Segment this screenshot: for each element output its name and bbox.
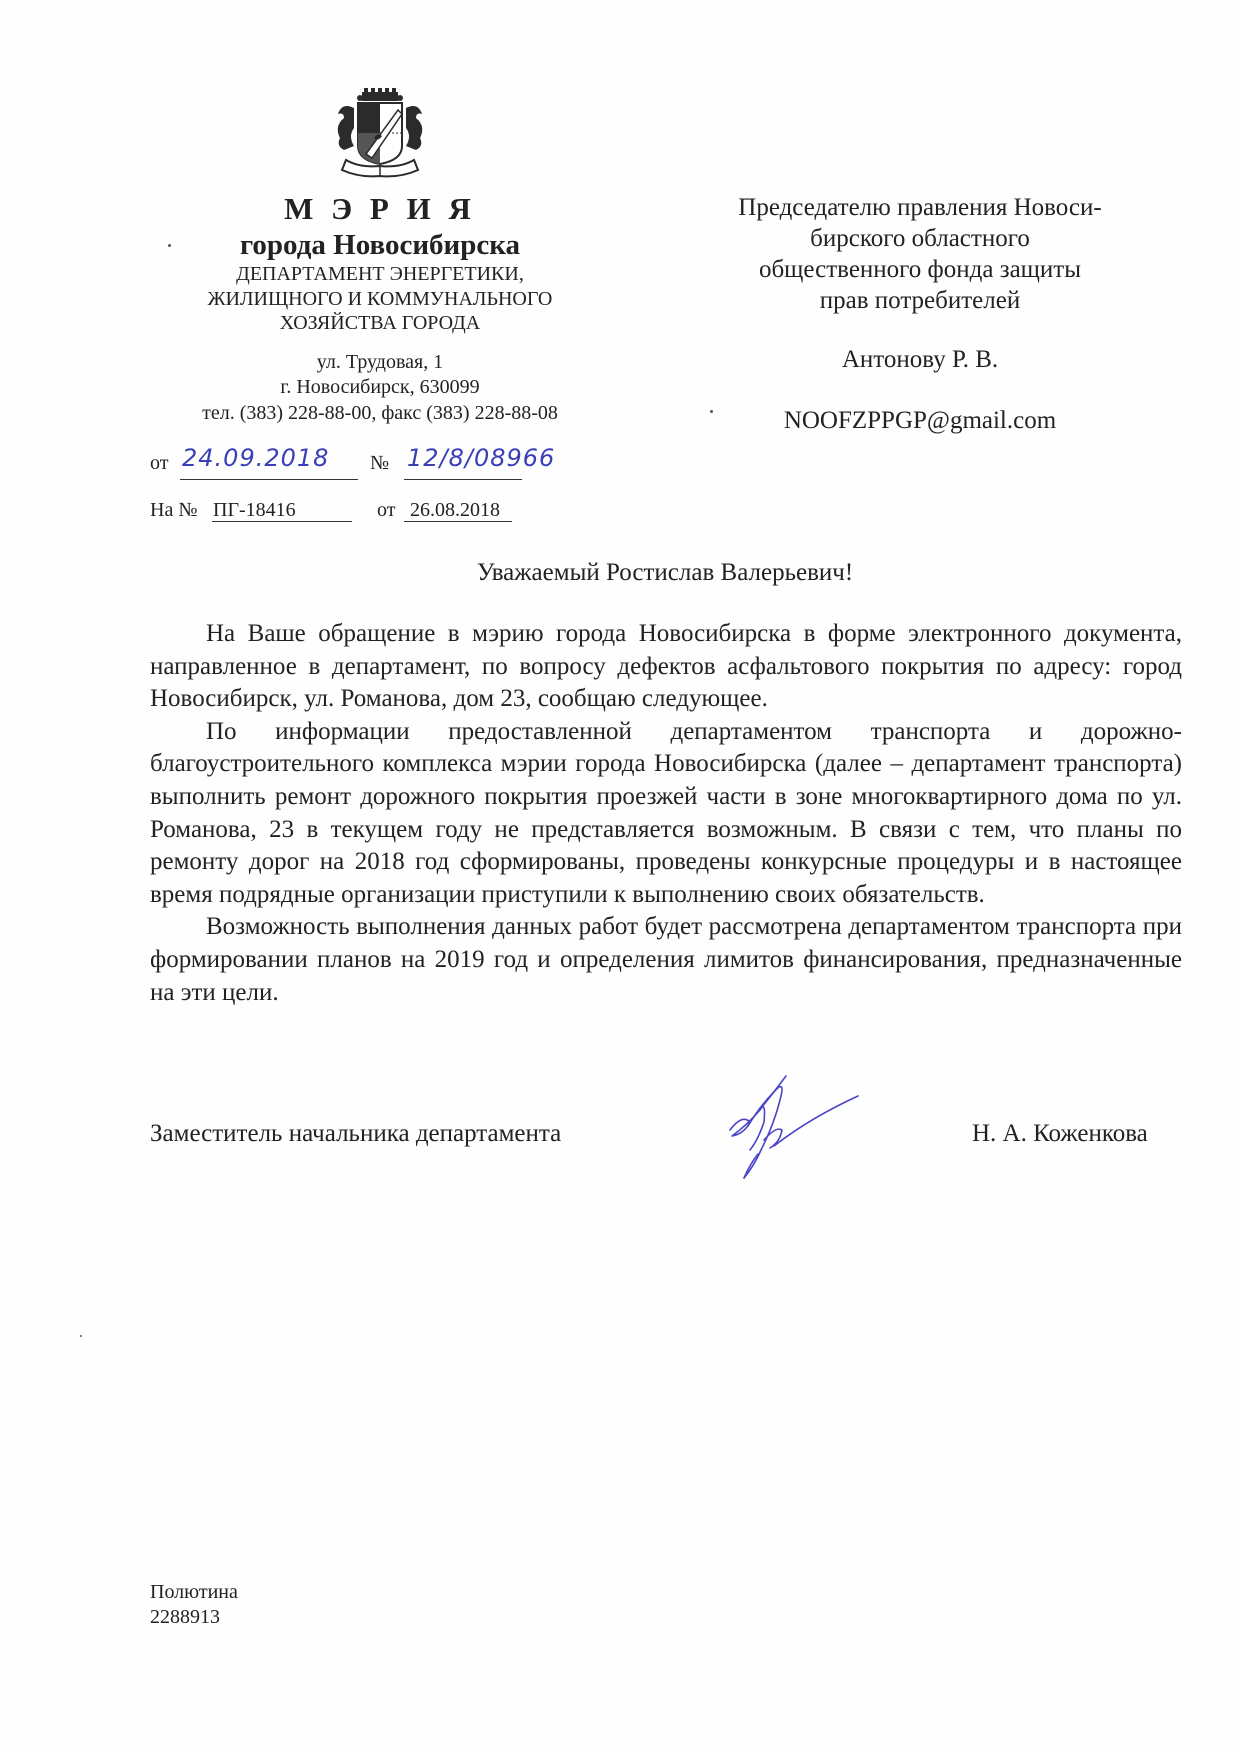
address-phone-fax: тел. (383) 228-88-00, факс (383) 228-88-08 xyxy=(202,401,558,424)
department-line: ХОЗЯЙСТВА ГОРОДА xyxy=(279,312,481,334)
reply-to-date-underline xyxy=(404,521,512,522)
outgoing-date-value: 24.09.2018 xyxy=(182,444,330,472)
reply-to-label: На № xyxy=(150,499,198,521)
outgoing-number-label: № xyxy=(370,452,390,474)
outgoing-date-label: от xyxy=(150,452,169,474)
outgoing-number-value: 12/8/08966 xyxy=(407,444,556,472)
recipient-name: Антонову Р. В. xyxy=(841,346,999,373)
scan-speck xyxy=(168,244,171,247)
address-street: ул. Трудовая, 1 xyxy=(316,350,444,373)
reply-to-date-label: от xyxy=(377,499,396,521)
address-city: г. Новосибирск, 630099 xyxy=(280,376,480,398)
recipient-email: NOOFZPPGP@gmail.com xyxy=(783,407,1057,434)
executor-name: Полютина xyxy=(150,1581,238,1603)
outgoing-date-underline xyxy=(180,479,358,480)
recipient-line: Председателю правления Новоси- xyxy=(738,194,1102,221)
department-line: ДЕПАРТАМЕНТ ЭНЕРГЕТИКИ, xyxy=(236,263,524,285)
recipient-line: бирского областного xyxy=(810,225,1030,252)
letterhead-title: М Э Р И Я xyxy=(284,191,476,226)
recipient-block xyxy=(690,192,1150,436)
reply-to-date: 26.08.2018 xyxy=(410,499,500,521)
handwritten-signature-icon xyxy=(720,1070,860,1185)
letter-body xyxy=(150,618,1182,1009)
signatory-name: Н. А. Коженкова xyxy=(972,1120,1148,1147)
coat-of-arms-icon xyxy=(320,88,440,184)
body-paragraph: Возможность выполнения данных работ будет рассмотрена департаментом транспорта при формировании планов на 2019 год и определения лимитов финансирования, предназначенные на эти цели. xyxy=(150,913,1182,1006)
letterhead-city: города Новосибирска xyxy=(239,229,521,261)
executor-phone: 2288913 xyxy=(150,1606,220,1628)
scan-speck xyxy=(710,410,713,413)
scan-speck xyxy=(80,1335,82,1337)
letter-greeting: Уважаемый Ростислав Валерьевич! xyxy=(476,559,854,586)
recipient-line: общественного фонда защиты xyxy=(758,256,1082,283)
executor-block xyxy=(150,1580,238,1630)
letterhead xyxy=(150,88,610,426)
letterhead-address xyxy=(150,350,610,427)
signatory-position: Заместитель начальника департамента xyxy=(150,1120,562,1147)
body-paragraph: На Ваше обращение в мэрию города Новосибирска в форме электронного документа, направленное в департамент, по вопросу дефектов асфальтового покрытия по адресу: город Новосибирск, ул. Романова, дом 23, сообщаю следующее. xyxy=(150,620,1182,713)
department-line: ЖИЛИЩНОГО И КОММУНАЛЬНОГО xyxy=(207,287,553,310)
recipient-line: прав потребителей xyxy=(819,287,1021,314)
reply-to-number-underline xyxy=(212,521,352,522)
body-paragraph: По информации предоставленной департаментом транспорта и дорожно-благоустроительного комплекса мэрии города Новосибирска (далее – департамент транспорта) выполнить ремонт дорожного покрытия проезжей части в зоне многоквартирного дома по ул. Романова, 23 в текущем году не представляется возможным. В связи с тем, что планы по ремонту дорог на 2018 год сформированы, проведены конкурсные процедуры и в настоящее время подрядные организации приступили к выполнению своих обязательств. xyxy=(150,717,1182,908)
reply-to-number: ПГ-18416 xyxy=(213,499,296,521)
outgoing-number-underline xyxy=(404,479,522,480)
